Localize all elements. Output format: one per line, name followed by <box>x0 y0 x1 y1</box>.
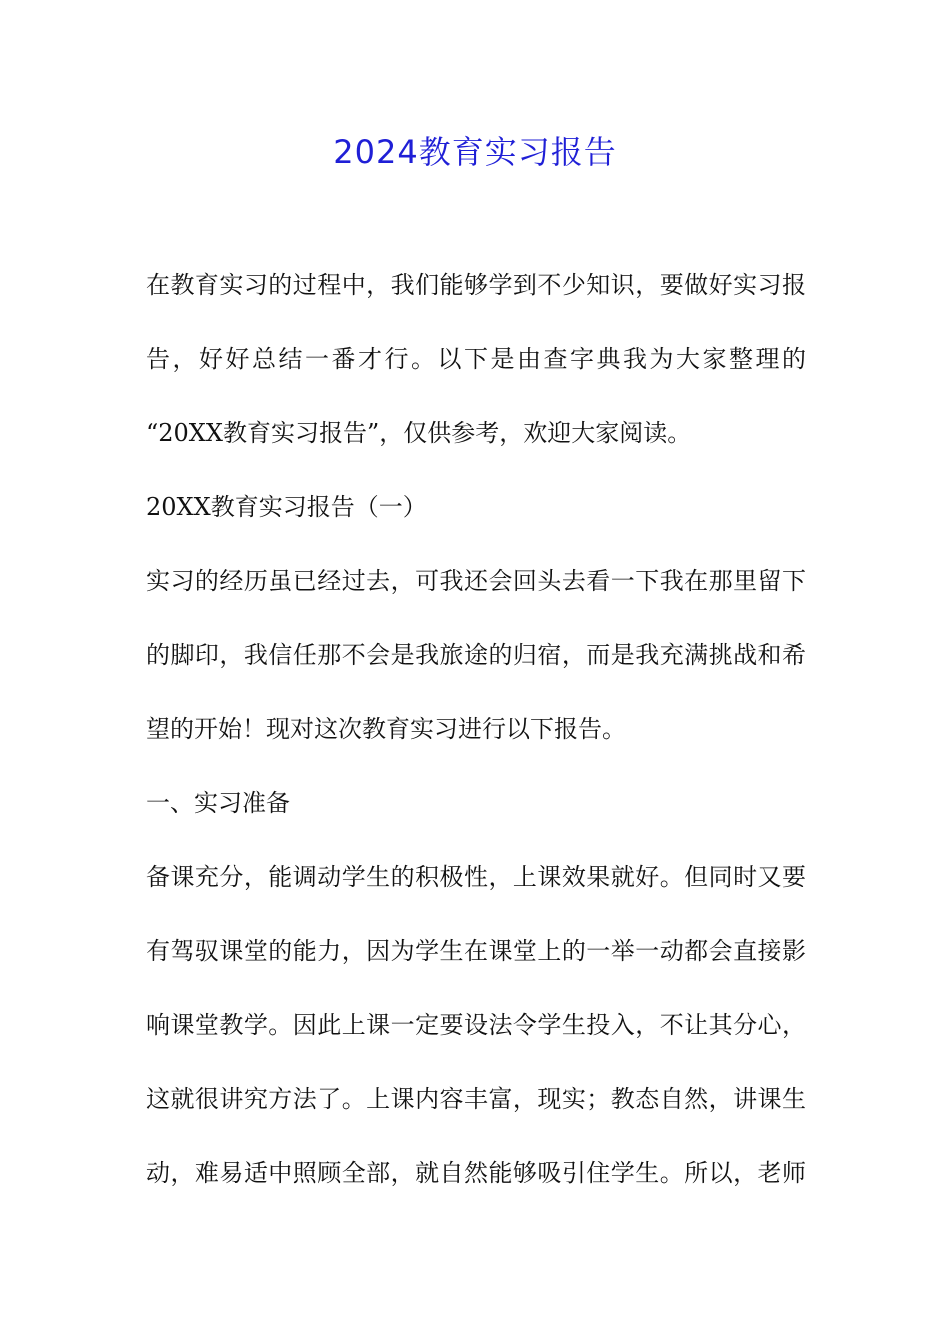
body-line: 有驾驭课堂的能力，因为学生在课堂上的一举一动都会直接影 <box>146 937 806 965</box>
body-line: 响课堂教学。因此上课一定要设法令学生投入，不让其分心， <box>146 1011 806 1039</box>
body-line: 这就很讲究方法了。上课内容丰富，现实；教态自然，讲课生 <box>146 1085 806 1113</box>
body-line: 望的开始！现对这次教育实习进行以下报告。 <box>146 715 626 743</box>
body-line: 动，难易适中照顾全部，就自然能够吸引住学生。所以，老师 <box>146 1159 806 1187</box>
body-line: 备课充分，能调动学生的积极性，上课效果就好。但同时又要 <box>146 863 806 891</box>
document-title: 2024教育实习报告 <box>333 133 617 171</box>
section-heading: 一、实习准备 <box>146 789 290 817</box>
body-line: 在教育实习的过程中，我们能够学到不少知识，要做好实习报 <box>146 271 806 299</box>
document-body <box>146 261 806 1223</box>
body-line: 的脚印，我信任那不会是我旅途的归宿，而是我充满挑战和希 <box>146 641 806 669</box>
body-line: 实习的经历虽已经过去，可我还会回头去看一下我在那里留下 <box>146 567 806 595</box>
body-line: 告，好好总结一番才行。以下是由查字典我为大家整理的 <box>146 345 806 373</box>
body-line: “20XX教育实习报告”，仅供参考，欢迎大家阅读。 <box>146 419 692 447</box>
section-heading: 20XX教育实习报告（一） <box>146 493 427 521</box>
